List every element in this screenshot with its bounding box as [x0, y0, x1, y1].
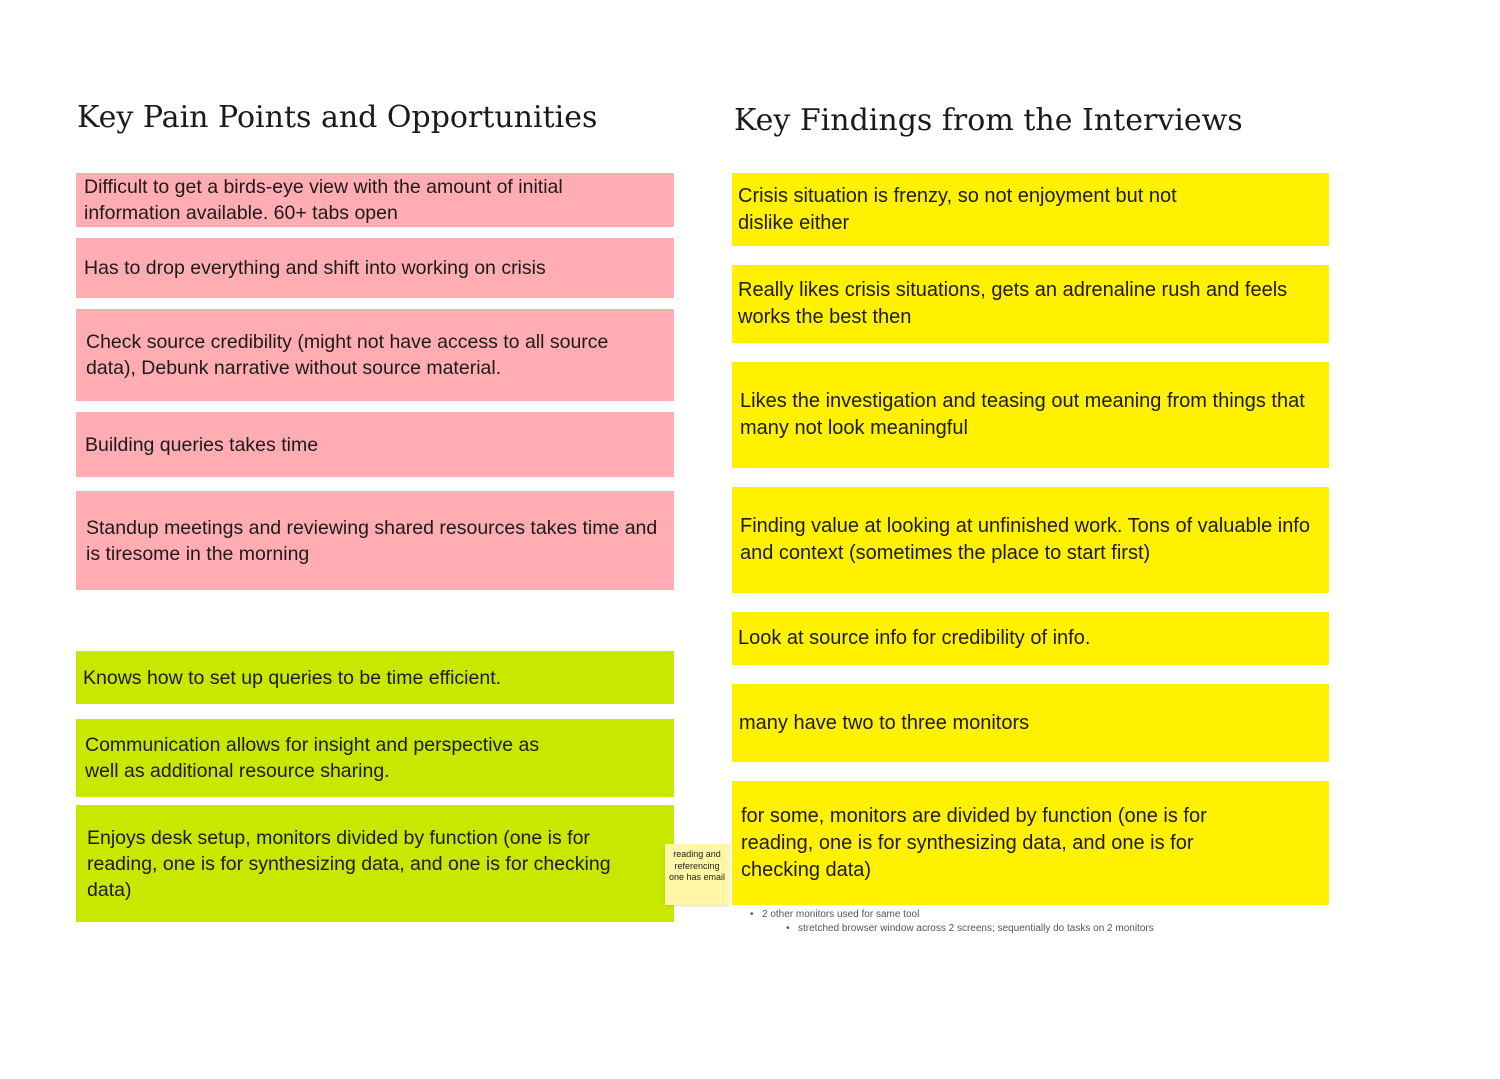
pain-point-note[interactable]	[76, 238, 674, 298]
note-text: Standup meetings and reviewing shared resources takes time and is tiresome in the morning	[86, 516, 658, 565]
opportunity-note[interactable]	[76, 805, 674, 922]
findings-heading: Key Findings from the Interviews	[734, 103, 1243, 138]
finding-note[interactable]	[732, 487, 1329, 593]
note-text: Really likes crisis situations, gets an adrenaline rush and feels works the best then	[738, 279, 1288, 328]
mini-sticky-note[interactable]	[665, 844, 729, 905]
note-text: Communication allows for insight and perspective as well as additional resource sharing.	[85, 734, 540, 782]
note-text: Difficult to get a birds-eye view with the amount of initial information available. 60+ tabs open	[84, 176, 563, 224]
note-text: Finding value at looking at unfinished work. Tons of valuable info and context (sometimes the place to start first)	[740, 515, 1310, 564]
finding-note[interactable]	[732, 265, 1329, 343]
finding-note[interactable]	[732, 684, 1329, 762]
note-text: Look at source info for credibility of info.	[738, 627, 1091, 649]
note-text: Enjoys desk setup, monitors divided by function (one is for reading, one is for synthesizing data, and one is for checking data)	[87, 826, 611, 901]
note-text: Knows how to set up queries to be time efficient.	[83, 666, 502, 689]
bullet-item: • 2 other monitors used for same tool	[748, 908, 1154, 922]
note-text: Check source credibility (might not have access to all source data), Debunk narrative without source material.	[86, 331, 609, 379]
finding-note[interactable]	[732, 173, 1329, 246]
pain-points-heading: Key Pain Points and Opportunities	[77, 100, 598, 135]
finding-note[interactable]	[732, 612, 1329, 665]
note-text: Crisis situation is frenzy, so not enjoyment but not dislike either	[738, 184, 1177, 234]
note-text: Building queries takes time	[85, 433, 319, 456]
note-text: Has to drop everything and shift into working on crisis	[84, 257, 546, 279]
opportunity-note[interactable]	[76, 719, 674, 797]
note-text: many have two to three monitors	[739, 711, 1030, 734]
pain-point-note[interactable]	[76, 412, 674, 477]
mini-note-text: reading and referencing one has email	[668, 849, 726, 882]
pain-point-note[interactable]	[76, 173, 674, 227]
opportunity-note[interactable]	[76, 651, 674, 704]
bullet-sub-item: • stretched browser window across 2 screens; sequentially do tasks on 2 monitors	[784, 922, 1154, 936]
finding-note[interactable]	[732, 781, 1329, 905]
pain-point-note[interactable]	[76, 309, 674, 401]
note-text: Likes the investigation and teasing out meaning from things that many not look meaningful	[740, 390, 1305, 439]
pain-point-note[interactable]	[76, 491, 674, 590]
note-text: for some, monitors are divided by function (one is for reading, one is for synthesizing data, and one is for checking data)	[741, 804, 1207, 881]
findings-bullet-list	[748, 908, 1154, 936]
finding-note[interactable]	[732, 362, 1329, 468]
